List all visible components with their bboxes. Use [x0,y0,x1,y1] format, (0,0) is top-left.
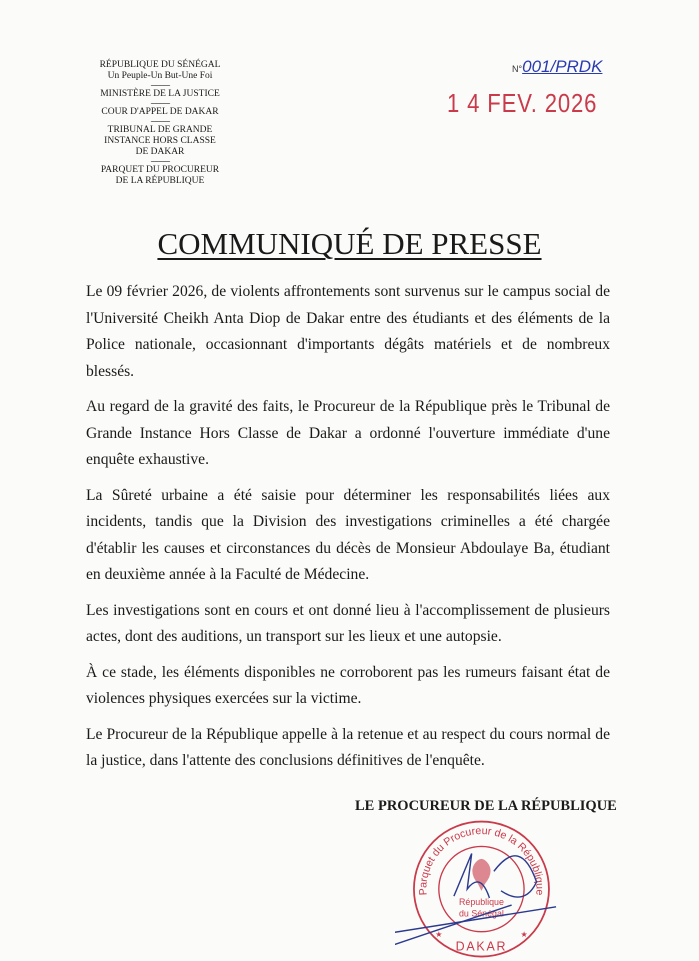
separator: -------------- [150,99,170,107]
seal-center-line: du Sénégal [458,908,504,919]
separator: -------------- [150,157,170,165]
reference-value: 001/PRDK [522,57,603,76]
letterhead-line: INSTANCE HORS CLASSE [104,136,216,146]
reference-number [512,57,602,77]
letterhead-line: MINISTÈRE DE LA JUSTICE [100,89,220,99]
paragraph: La Sûreté urbaine a été saisie pour déterminer les responsabilités liées aux incidents, tandis que la Division des investigations criminelles a été chargée d'établir les causes et circonstances du décès de Monsieur Abdoulaye Ba, étudiant en deuxième année à la Faculté de Médecine. [86,486,610,583]
letterhead-line: COUR D'APPEL DE DAKAR [101,107,219,117]
seal-ring-text: Parquet du Procureur de la République [417,824,546,896]
star-icon: ★ [520,930,528,940]
letterhead-line: RÉPUBLIQUE DU SÉNÉGAL [99,60,221,70]
paragraph: Au regard de la gravité des faits, le Procureur de la République près le Tribunal de Grande Instance Hors Classe de Dakar a ordonné l'ouverture immédiate d'une enquête exhaustive. [86,398,610,468]
separator: -------------- [150,117,170,125]
signatory-title: LE PROCUREUR DE LA RÉPUBLIQUE [355,798,617,814]
letterhead-line: DE DAKAR [135,147,185,157]
letterhead-line: PARQUET DU PROCUREUR [100,165,220,175]
separator: -------------- [150,81,170,89]
seal-emblem-icon [472,859,490,891]
paragraph: Le 09 février 2026, de violents affrontements sont survenus sur le campus social de l'Université Cheikh Anta Diop de Dakar entre des étudiants et des éléments de la Police nationale, occasionnant d'importants dégâts matériels et de nombreux blessés. [86,283,610,380]
letterhead [70,60,250,187]
letterhead-motto: Un Peuple-Un But-Une Foi [107,71,213,81]
paragraph: Le Procureur de la République appelle à la retenue et au respect du cours normal de la justice, dans l'attente des conclusions définitives de l'enquête. [86,725,610,769]
paragraph: À ce stade, les éléments disponibles ne corroborent pas les rumeurs faisant état de violences physiques exercées sur la victime. [86,663,610,707]
document-title: COMMUNIQUÉ DE PRESSE [157,226,542,261]
date-stamp: 1 4 FEV. 2026 [447,88,598,118]
seal-city: DAKAR [455,939,508,954]
star-icon: ★ [435,930,443,940]
paragraph: Les investigations sont en cours et ont donné lieu à l'accomplissement de plusieurs actes, dont des auditions, un transport sur les lieux et une autopsie. [86,601,610,645]
official-seal-stamp [395,818,575,961]
document-body [86,279,610,784]
letterhead-line: DE LA RÉPUBLIQUE [115,176,205,186]
letterhead-line: TRIBUNAL DE GRANDE [107,125,213,135]
seal-center-line: République [458,897,504,908]
reference-prefix: N° [512,64,523,74]
